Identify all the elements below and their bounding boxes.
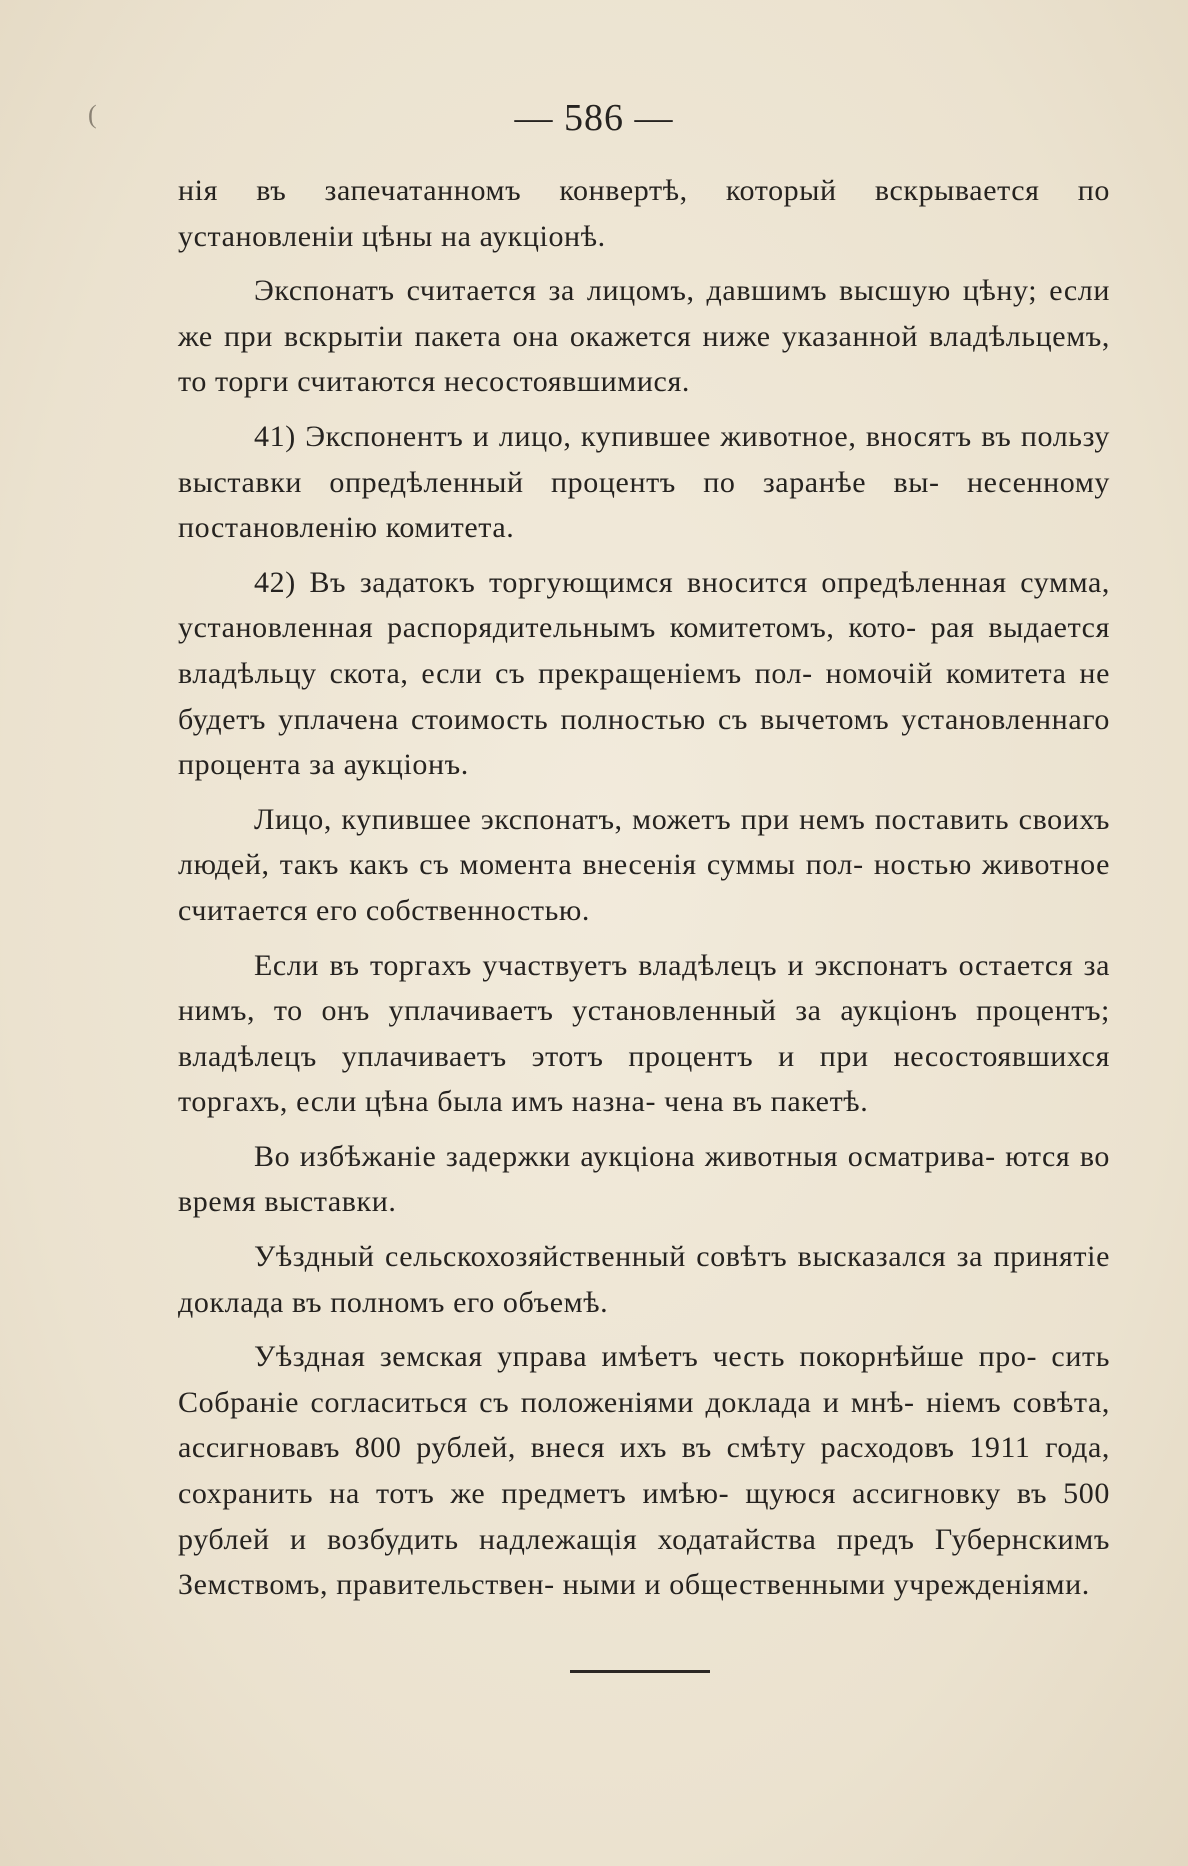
text-line: ностью животное считается его собственностью. (178, 848, 1110, 927)
text-line: Во избѣжаніе задержки аукціона животныя осматрива- (254, 1139, 996, 1173)
text-line: сумма, установленная распорядительнымъ комитетомъ, кото- (178, 565, 1110, 645)
text-line: съ вычетомъ установленнаго процента за аукціонъ. (178, 702, 1110, 782)
text-line: чена въ пакетѣ. (664, 1085, 869, 1119)
closing-rule (570, 1670, 710, 1673)
text-line: рая выдается владѣльцу скота, если съ прекращеніемъ пол- (178, 611, 1110, 690)
paragraph (178, 943, 1110, 1125)
text-line: нія въ запечатанномъ конвертѣ, который вскрывается по (178, 174, 1110, 207)
text-line: установленіи цѣны на аукціонѣ. (178, 219, 606, 253)
paragraph (178, 797, 1110, 934)
text-line: аукціонъ процентъ; владѣлецъ уплачиваетъ этотъ процентъ (178, 994, 1110, 1073)
paragraph (178, 560, 1110, 788)
text-line: если же при вскрытіи пакета она окажется ниже указанной (178, 274, 1110, 353)
paragraph (178, 1134, 1110, 1225)
text-line: своихъ людей, такъ какъ съ момента внесенія суммы пол- (178, 802, 1110, 882)
text-line: ными и общественными учрежденіями. (562, 1568, 1090, 1602)
text-line: номочій комитета не будетъ уплачена стоимость полностью (178, 656, 1110, 736)
text-line: Экспонатъ считается за лицомъ, давшимъ высшую цѣну; (254, 274, 1038, 308)
paragraph (178, 1234, 1110, 1325)
paragraph (178, 168, 1110, 259)
text-line: ются во время выставки. (178, 1139, 1110, 1219)
body-text (178, 168, 1110, 1608)
text-line: ніемъ совѣта, ассигновавъ 800 рублей, внеся ихъ въ смѣту (178, 1385, 1110, 1465)
text-line: 42) Въ задатокъ торгующимся вносится опредѣленная (254, 565, 1007, 599)
text-line: сить Собраніе согласиться съ положеніями доклада и мнѣ- (178, 1340, 1110, 1419)
page-number: — 586 — (514, 97, 674, 139)
text-line: 41) Экспонентъ и лицо, купившее животное, вносятъ (254, 419, 972, 453)
text-line: остается за нимъ, то онъ уплачиваетъ установленный за (178, 948, 1110, 1028)
text-line: Уѣздный сельскохозяйственный совѣтъ высказался за (254, 1240, 984, 1274)
text-line: щуюся ассигновку въ 500 рублей и возбудить надлежащія (178, 1477, 1110, 1556)
text-line: и при несостоявшихся торгахъ, если цѣна была имъ назна- (178, 1039, 1110, 1119)
text-line: въ пользу выставки опредѣленный процентъ по заранѣе вы- (178, 419, 1110, 499)
text-line: несенному постановленію комитета. (178, 465, 1111, 545)
text-line: принятіе доклада въ полномъ его объемѣ. (178, 1240, 1110, 1319)
text-line: Лицо, купившее экспонатъ, можетъ при немъ поставить (254, 802, 1010, 836)
paragraph (178, 414, 1110, 551)
paragraph (178, 1334, 1110, 1608)
text-line: Уѣздная земская управа имѣетъ честь покорнѣйше про- (254, 1340, 1038, 1374)
text-line: владѣльцемъ, то торги считаются несостоявшимися. (178, 319, 1110, 399)
text-line: расходовъ 1911 года, сохранить на тотъ же предметъ имѣю- (178, 1431, 1110, 1511)
margin-pencil-mark: ( (88, 100, 97, 129)
text-line: ходатайства предъ Губернскимъ Земствомъ, правительствен- (178, 1522, 1110, 1602)
text-line: Если въ торгахъ участвуетъ владѣлецъ и экспонатъ (254, 948, 949, 982)
paragraph (178, 268, 1110, 405)
